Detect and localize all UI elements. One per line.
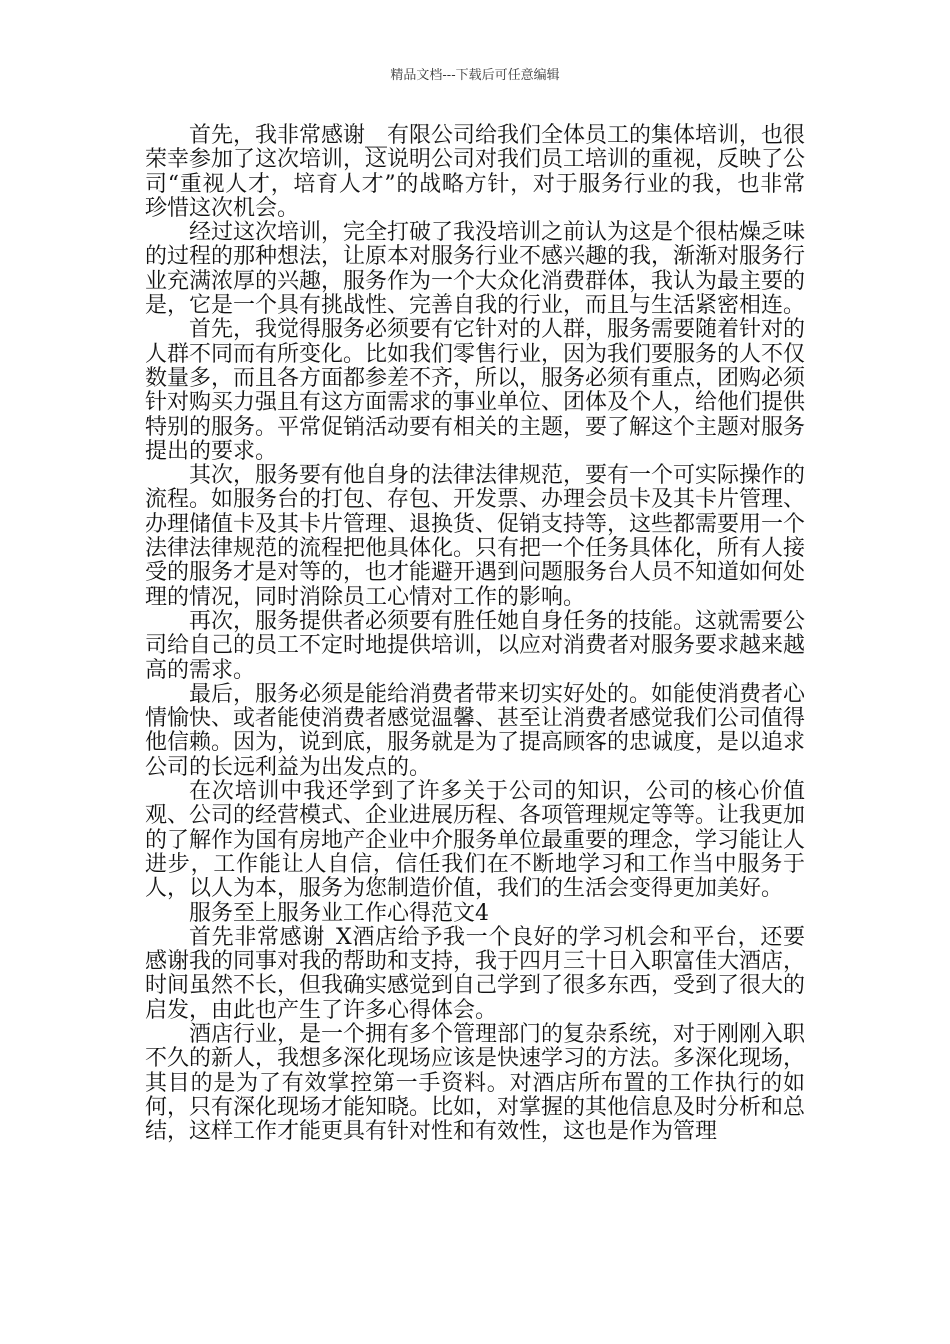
paragraph-4: 其次，服务要有他自身的法律法律规范，要有一个可实际操作的流程。如服务台的打包、存包、开发票、办理会员卡及其卡片管理、办理储值卡及其卡片管理、退换货、促销支持等，这些都需要用一个法律法律规范的流程把他具体化。只有把一个任务具体化，所有人接受的服务才是对等的，也才能避开遇到问题服务台人员不知道如何处理的情况，同时消除员工心情对工作的影响。 bbox=[145, 463, 806, 610]
paragraph-2: 经过这次培训，完全打破了我没培训之前认为这是个很枯燥乏味的过程的那种想法，让原本对服务行业不感兴趣的我，渐渐对服务行业充满浓厚的兴趣，服务作为一个大众化消费群体，我认为最主要的是，它是一个具有挑战性、完善自我的行业，而且与生活紧密相连。 bbox=[145, 220, 806, 319]
paragraph-9: 酒店行业，是一个拥有多个管理部门的复杂系统，对于刚刚入职不久的新人，我想多深化现场应该是快速学习的方法。多深化现场，其目的是为了有效掌控第一手资料。对酒店所布置的工作执行的如何，只有深化现场才能知晓。比如，对掌握的其他信息及时分析和总结，这样工作才能更具有针对性和有效性，这也是作为管理 bbox=[145, 1021, 806, 1145]
paragraph-3: 首先，我觉得服务必须要有它针对的人群，服务需要随着针对的人群不同而有所变化。比如我们零售行业，因为我们要服务的人不仅数量多，而且各方面都参差不齐，所以，服务必须有重点，团购必须针对购买力强且有这方面需求的事业单位、团体及个人，给他们提供特别的服务。平常促销活动要有相关的主题，要了解这个主题对服务提出的要求。 bbox=[145, 317, 806, 464]
page-header: 精品文档---下载后可任意编辑 bbox=[390, 68, 560, 83]
paragraph-8: 首先非常感谢_X酒店给予我一个良好的学习机会和平台，还要感谢我的同事对我的帮助和支持，我于四月三十日入职富佳大酒店，时间虽然不长，但我确实感觉到自己学到了很多东西，受到了很大的启发，由此也产生了许多心得体会。 bbox=[145, 924, 806, 1023]
document-body bbox=[145, 124, 805, 1144]
paragraph-5: 再次，服务提供者必须要有胜任她自身任务的技能。这就需要公司给自己的员工不定时地提供培训，以应对消费者对服务要求越来越高的需求。 bbox=[145, 608, 806, 683]
section-heading: 服务至上服务业工作心得范文4 bbox=[189, 900, 489, 926]
paragraph-6: 最后，服务必须是能给消费者带来切实好处的。如能使消费者心情愉快、或者能使消费者感觉温馨、甚至让消费者感觉我们公司值得他信赖。因为，说到底，服务就是为了提高顾客的忠诚度，是以追求公司的长远利益为出发点的。 bbox=[145, 681, 806, 780]
paragraph-7: 在次培训中我还学到了许多关于公司的知识，公司的核心价值观、公司的经营模式、企业进展历程、各项管理规定等等。让我更加的了解作为国有房地产企业中介服务单位最重要的理念，学习能让人进步，工作能让人自信，信任我们在不断地学习和工作当中服务于人，以人为本，服务为您制造价值，我们的生活会变得更加美好。 bbox=[145, 779, 806, 902]
paragraph-1: 首先，我非常感谢__有限公司给我们全体员工的集体培训，也很荣幸参加了这次培训，这说明公司对我们员工培训的重视，反映了公司“重视人才，培育人才”的战略方针，对于服务行业的我，也非常珍惜这次机会。 bbox=[145, 123, 806, 221]
